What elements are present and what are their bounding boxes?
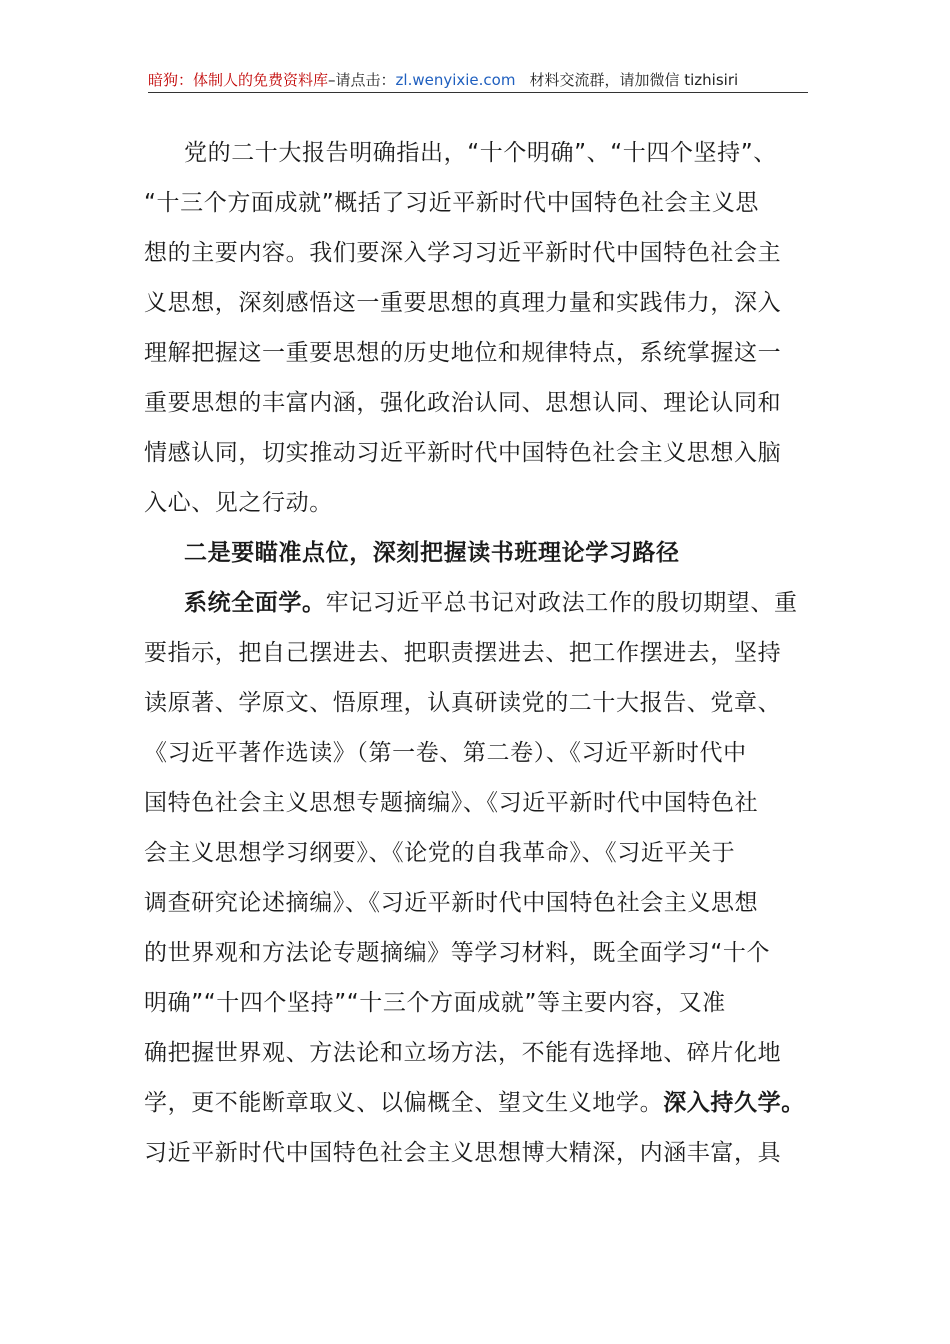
paragraph2-line: 确把握世界观、方法论和立场方法，不能有选择地、碎片化地 bbox=[144, 1040, 782, 1066]
paragraph2-line-with-bold bbox=[144, 1078, 810, 1128]
bold-lead-deep: 深入持久学。 bbox=[663, 1090, 805, 1116]
paragraph1-line: 党的二十大报告明确指出，“十个明确”、“十四个坚持”、 bbox=[184, 140, 777, 166]
paragraph2-line: 读原著、学原文、悟原理，认真研读党的二十大报告、党章、 bbox=[144, 690, 782, 716]
paragraph2-first-line-text: 牢记习近平总书记对政法工作的殷切期望、重 bbox=[325, 590, 798, 616]
paragraph2-first-line bbox=[144, 578, 810, 628]
paragraph2-last-line: 习近平新时代中国特色社会主义思想博大精深，内涵丰富，具 bbox=[144, 1140, 782, 1166]
header-url-link[interactable]: zl.wenyixie.com bbox=[395, 71, 516, 89]
paragraph2-line: 会主义思想学习纲要》、《论党的自我革命》、《习近平关于 bbox=[144, 840, 736, 866]
header-contact: 材料交流群，请加微信 tizhisiri bbox=[529, 71, 739, 89]
paragraph2-line: 的世界观和方法论专题摘编》等学习材料，既全面学习“十个 bbox=[144, 940, 771, 966]
paragraph1-line: 入心、见之行动。 bbox=[144, 490, 333, 516]
header-brand: 暗狗：体制人的免费资料库 bbox=[148, 71, 329, 89]
document-header bbox=[148, 70, 808, 93]
header-click-text: –请点击： bbox=[328, 71, 396, 89]
paragraph2-line: 明确”“十四个坚持”“十三个方面成就”等主要内容，又准 bbox=[144, 990, 726, 1016]
document-body bbox=[144, 128, 810, 1178]
section-heading: 二是要瞄准点位，深刻把握读书班理论学习路径 bbox=[184, 540, 680, 566]
paragraph2-line: 调查研究论述摘编》、《习近平新时代中国特色社会主义思想 bbox=[144, 890, 759, 916]
paragraph1-line: 理解把握这一重要思想的历史地位和规律特点，系统掌握这一 bbox=[144, 340, 782, 366]
paragraph1-line: 重要思想的丰富内涵，强化政治认同、思想认同、理论认同和 bbox=[144, 390, 782, 416]
paragraph1-line: 义思想，深刻感悟这一重要思想的真理力量和实践伟力，深入 bbox=[144, 290, 782, 316]
paragraph1-line: 情感认同，切实推动习近平新时代中国特色社会主义思想入脑 bbox=[144, 440, 782, 466]
paragraph1-line: 想的主要内容。我们要深入学习习近平新时代中国特色社会主 bbox=[144, 240, 782, 266]
paragraph2-line: 国特色社会主义思想专题摘编》、《习近平新时代中国特色社 bbox=[144, 790, 759, 816]
paragraph2-line: 要指示，把自己摆进去、把职责摆进去、把工作摆进去，坚持 bbox=[144, 640, 782, 666]
paragraph2-line: 《习近平著作选读》（第一卷、第二卷）、《习近平新时代中 bbox=[144, 740, 747, 766]
paragraph1-line: “十三个方面成就”概括了习近平新时代中国特色社会主义思 bbox=[144, 190, 760, 216]
paragraph2-line-text: 学，更不能断章取义、以偏概全、望文生义地学。 bbox=[144, 1090, 664, 1116]
bold-lead-system: 系统全面学。 bbox=[184, 590, 326, 616]
